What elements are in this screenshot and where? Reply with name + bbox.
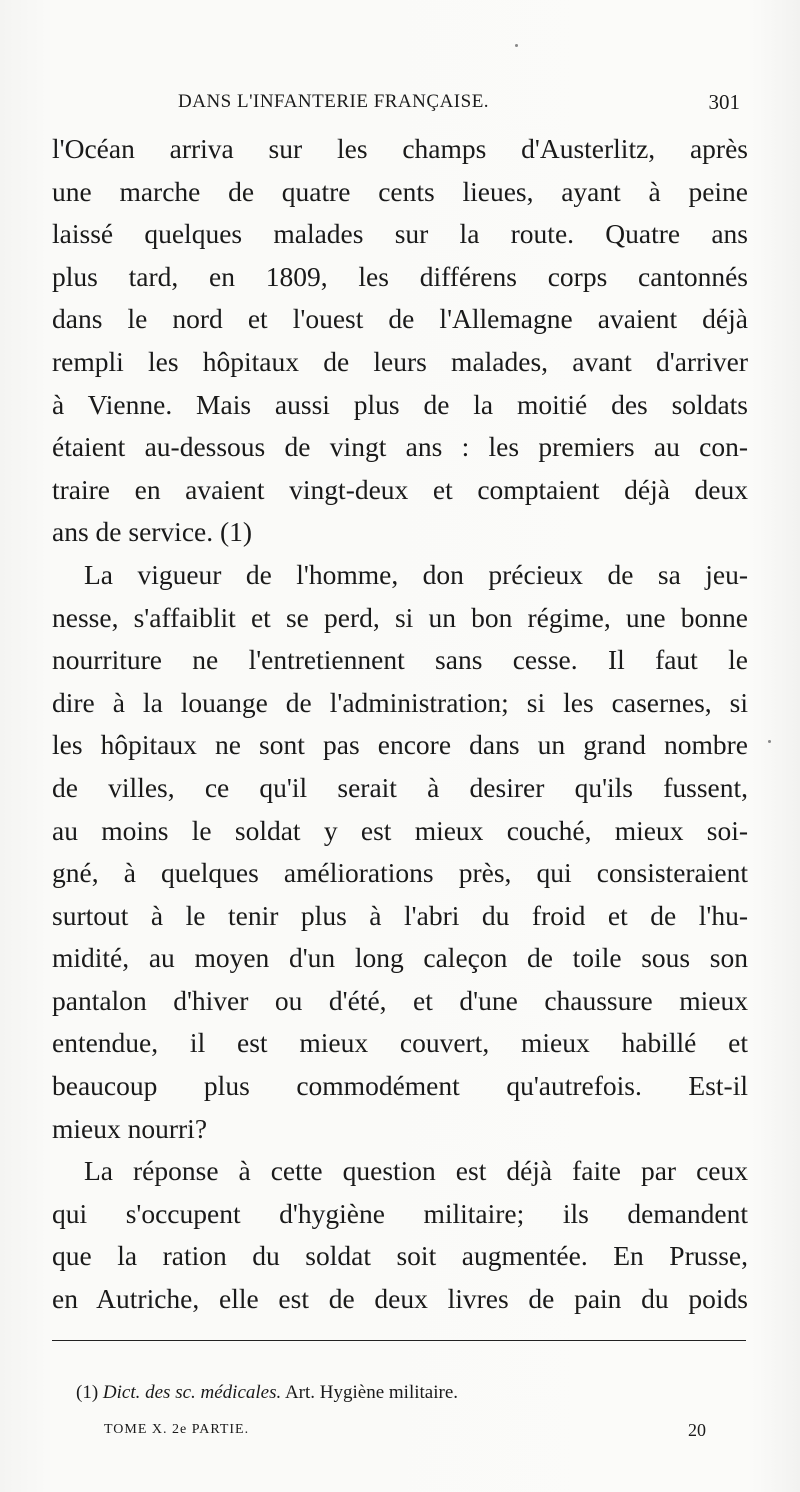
text-line: les hôpitaux ne sont pas encore dans un grand nombre [52, 729, 748, 761]
text-line: que la ration du soldat soit augmentée. En Prusse, [52, 1240, 748, 1272]
body-text [52, 128, 748, 1321]
text-line: traire en avaient vingt-deux et comptaient déjà deux [52, 473, 748, 505]
footnote-rest: Art. Hygiène militaire. [284, 1382, 459, 1403]
page-number: 301 [708, 90, 740, 114]
text-line: surtout à le tenir plus à l'abri du froid et de l'hu- [52, 899, 748, 931]
text-line: étaient au-dessous de vingt ans : les premiers au con- [52, 431, 748, 463]
footnote-marker: (1) [76, 1382, 99, 1403]
text-line: dans le nord et l'ouest de l'Allemagne avaient déjà [52, 303, 748, 335]
text-line: qui s'occupent d'hygiène militaire; ils demandent [52, 1197, 748, 1229]
text-line: en Autriche, elle est de deux livres de pain du poids [52, 1283, 748, 1315]
signature-number: 20 [688, 1420, 706, 1440]
text-line: pantalon d'hiver ou d'été, et d'une chaussure mieux [52, 984, 748, 1016]
text-line: à Vienne. Mais aussi plus de la moitié des soldats [52, 388, 748, 420]
footnote-rule [52, 1340, 746, 1341]
paper-speck [768, 740, 771, 743]
text-line: dire à la louange de l'administration; si les casernes, si [52, 686, 748, 718]
text-line: de villes, ce qu'il serait à desirer qu'ils fussent, [52, 771, 748, 803]
running-title: DANS L'INFANTERIE FRANÇAISE. [178, 91, 490, 112]
text-line: La vigueur de l'homme, don précieux de sa jeu- [84, 558, 748, 590]
text-line: rempli les hôpitaux de leurs malades, avant d'arriver [52, 345, 748, 377]
text-line: plus tard, en 1809, les différens corps cantonnés [52, 260, 748, 292]
text-line: gné, à quelques améliorations près, qui consisteraient [52, 857, 748, 889]
text-line: une marche de quatre cents lieues, ayant à peine [52, 175, 748, 207]
signature-mark: TOME X. 2e PARTIE. [104, 1422, 250, 1437]
footnote-citation: Dict. des sc. médicales. [102, 1382, 282, 1403]
text-line: laissé quelques malades sur la route. Quatre ans [52, 218, 748, 250]
text-line: au moins le soldat y est mieux couché, mieux soi- [52, 814, 748, 846]
text-line: ans de service. (1) [52, 516, 253, 548]
text-line: La réponse à cette question est déjà faite par ceux [84, 1155, 748, 1187]
text-line: l'Océan arriva sur les champs d'Austerlitz, après [52, 133, 748, 164]
paper-speck [515, 44, 518, 47]
text-line: entendue, il est mieux couvert, mieux habillé et [52, 1027, 748, 1059]
text-line: nourriture ne l'entretiennent sans cesse. Il faut le [52, 644, 748, 676]
text-line: midité, au moyen d'un long caleçon de toile sous son [52, 942, 748, 974]
page-header [0, 84, 800, 120]
text-line: nesse, s'affaiblit et se perd, si un bon régime, une bonne [52, 601, 748, 633]
text-line: beaucoup plus commodément qu'autrefois. Est-il [52, 1070, 748, 1102]
footnote [76, 1382, 458, 1404]
text-line: mieux nourri? [52, 1112, 208, 1144]
